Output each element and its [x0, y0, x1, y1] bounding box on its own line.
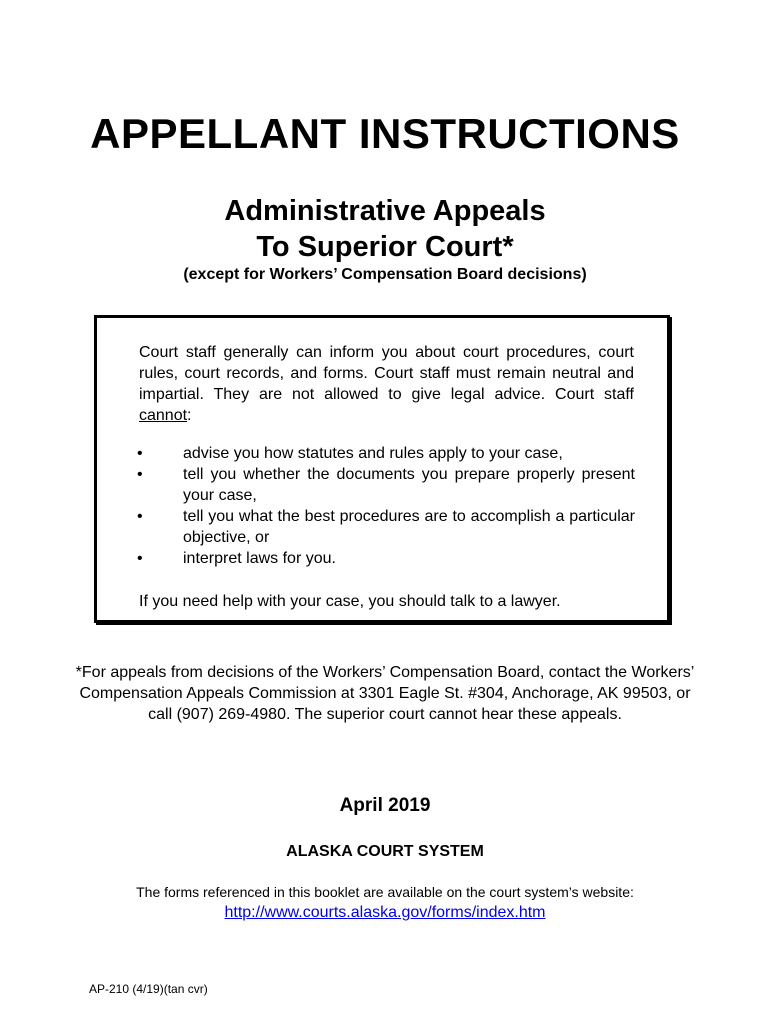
bullet-list: [133, 443, 635, 569]
page-title: APPELLANT INSTRUCTIONS: [90, 110, 680, 157]
subtitle-line-1: Administrative Appeals: [224, 195, 546, 227]
subtitle: [0, 193, 770, 265]
list-item: [133, 548, 635, 569]
bullet-icon: •: [137, 508, 143, 525]
notice-intro-text: Court staff generally can inform you about court procedures, court rules, court records, and forms. Court staff must remain neutral and impartial. They are not allowed to give legal advice. Court staff: [139, 344, 634, 403]
notice-intro-end: :: [187, 407, 192, 424]
form-id: AP-210 (4/19)(tan cvr): [89, 982, 208, 996]
subtitle-line-2: To Superior Court*: [256, 231, 514, 263]
notice-box: [94, 315, 670, 623]
website-link-row: [0, 904, 770, 922]
list-item: [133, 443, 635, 464]
website-note: The forms referenced in this booklet are available on the court system’s website:: [136, 884, 634, 900]
list-item-text: interpret laws for you.: [183, 550, 336, 567]
list-item: [133, 506, 635, 548]
list-item-text: tell you what the best procedures are to accomplish a particular objective, or: [183, 508, 635, 546]
bullet-icon: •: [137, 445, 143, 462]
notice-intro-emphasis: cannot: [139, 407, 188, 424]
subtitle-note: (except for Workers’ Compensation Board decisions): [183, 266, 587, 283]
publication-date: April 2019: [339, 795, 431, 816]
website-link[interactable]: http://www.courts.alaska.gov/forms/index.htm: [224, 904, 546, 921]
footnote: *For appeals from decisions of the Workers’ Compensation Board, contact the Workers’ Compensation Appeals Commission at 3301 Eagle St. #304, Anchorage, AK 99503, or call (907) 269-4980. The superior court cannot hear these appeals.: [75, 664, 695, 723]
organization-name: ALASKA COURT SYSTEM: [286, 843, 484, 860]
list-item-text: advise you how statutes and rules apply to your case,: [183, 445, 563, 462]
notice-intro: [139, 342, 634, 426]
bullet-icon: •: [137, 550, 143, 567]
notice-closing: If you need help with your case, you should talk to a lawyer.: [139, 593, 561, 610]
list-item: [133, 464, 635, 506]
list-item-text: tell you whether the documents you prepare properly present your case,: [183, 466, 635, 504]
bullet-icon: •: [137, 466, 143, 483]
